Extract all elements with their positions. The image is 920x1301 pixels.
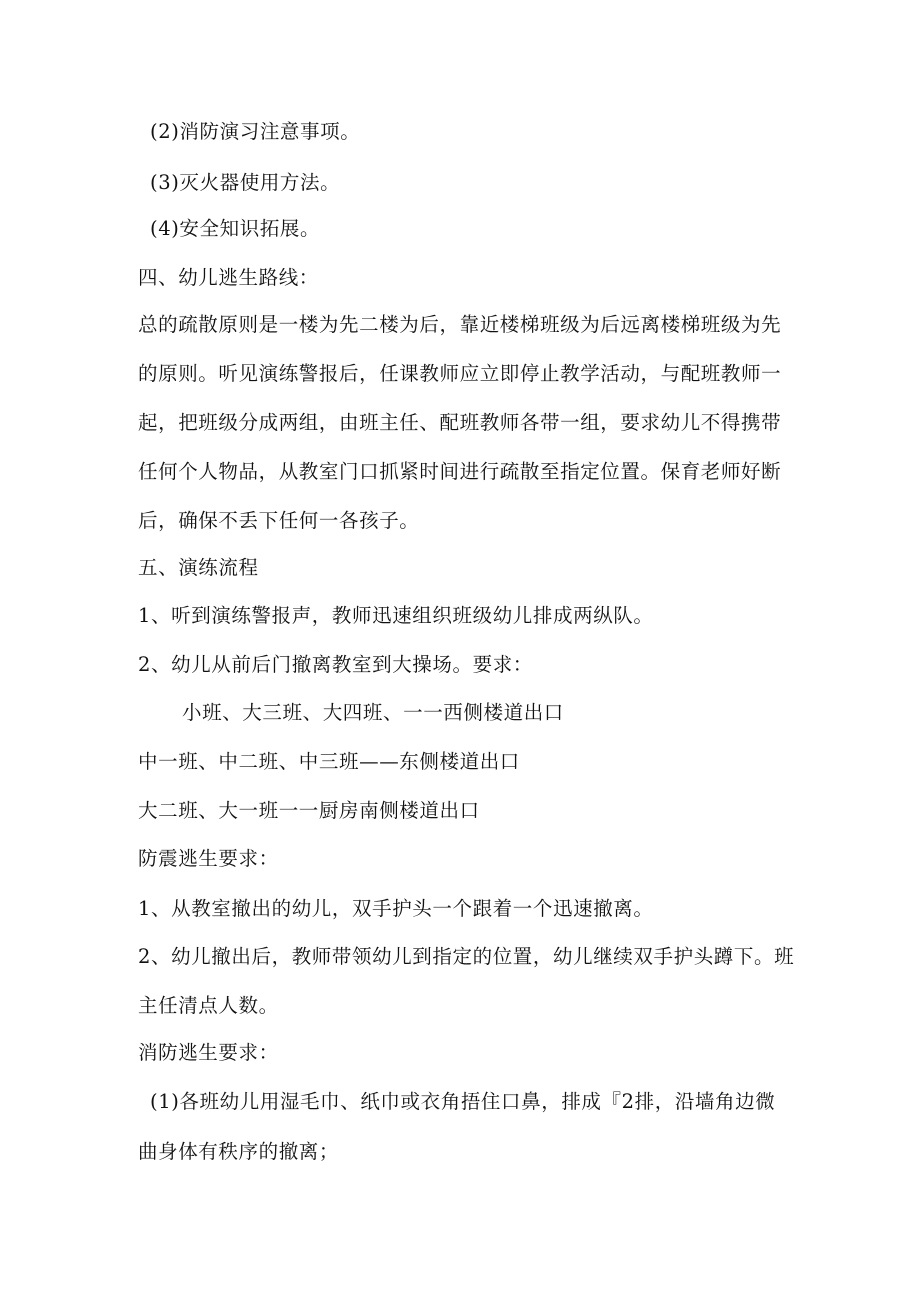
section-heading-drill-process: 五、演练流程 [138,556,259,579]
step-item-1: 1、听到演练警报声，教师迅速组织班级幼儿排成两纵队。 [138,604,654,627]
list-item-3-extinguisher-usage: (3)灭火器使用方法。 [150,171,341,194]
route-line-west: 小班、大三班、大四班、一一西侧楼道出口 [182,701,564,724]
subheading-earthquake-escape: 防震逃生要求： [138,847,279,870]
step-item-2: 2、幼儿从前后门撤离教室到大操场。要求： [138,653,533,676]
paragraph-line: 的原则。听见演练警报后，任课教师应立即停止教学活动，与配班教师一 [138,362,782,385]
fire-escape-item-1-continued: 曲身体有秩序的撤离； [138,1140,340,1163]
route-line-south: 大二班、大一班一一厨房南侧楼道出口 [138,799,480,822]
paragraph-line: 后，确保不丢下任何一各孩子。 [138,509,420,532]
paragraph-line: 任何个人物品，从教室门口抓紧时间进行疏散至指定位置。保育老师好断 [138,460,782,483]
paragraph-line: 起，把班级分成两组，由班主任、配班教师各带一组，要求幼儿不得携带 [138,411,782,434]
earthquake-step-2-continued: 主任清点人数。 [138,994,279,1017]
fire-escape-item-1: (1)各班幼儿用湿毛巾、纸巾或衣角捂住口鼻，排成『2排，沿墙角边微 [150,1090,776,1113]
section-heading-escape-route: 四、幼儿逃生路线： [138,266,319,289]
paragraph-line: 总的疏散原则是一楼为先二楼为后，靠近楼梯班级为后远离楼梯班级为先 [138,313,782,336]
list-item-4-safety-knowledge: (4)安全知识拓展。 [150,217,321,240]
route-line-east: 中一班、中二班、中三班——东侧楼道出口 [138,750,520,773]
subheading-fire-escape: 消防逃生要求： [138,1041,279,1064]
earthquake-step-1: 1、从教室撤出的幼儿，双手护头一个跟着一个迅速撤离。 [138,897,654,920]
earthquake-step-2: 2、幼儿撤出后，教师带领幼儿到指定的位置，幼儿继续双手护头蹲下。班 [138,945,795,968]
list-item-2-drill-notes: (2)消防演习注意事项。 [150,120,361,143]
